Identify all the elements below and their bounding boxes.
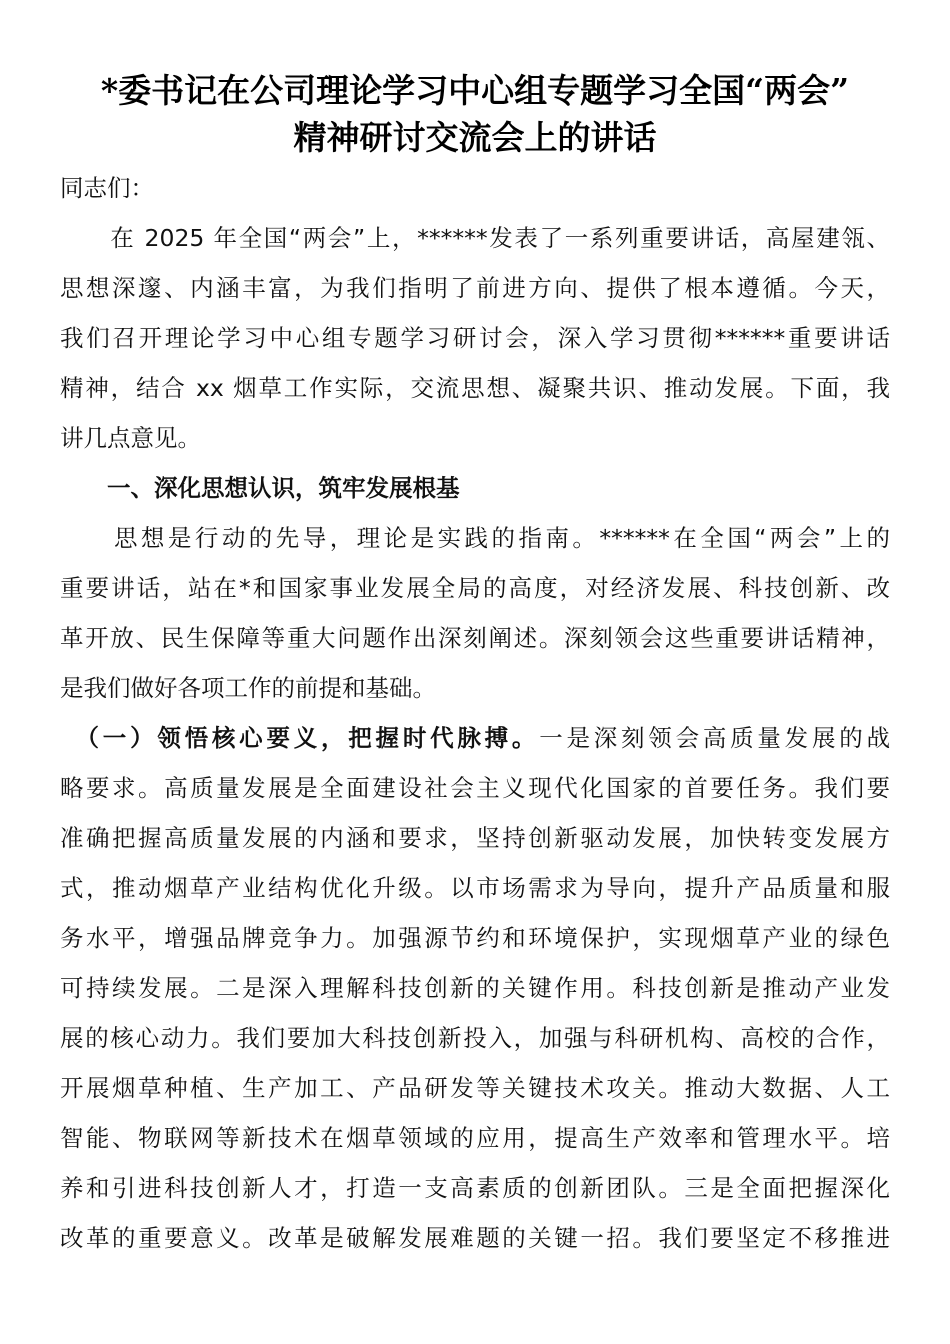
paragraph-line: 是我们做好各项工作的前提和基础。	[60, 674, 436, 702]
paragraph-line: 革开放、民生保障等重大问题作出深刻阐述。深刻领会这些重要讲话精神，	[60, 624, 890, 652]
paragraph-line: 养和引进科技创新人才，打造一支高素质的创新团队。三是全面把握深化	[60, 1174, 890, 1202]
paragraph-line: 展的核心动力。我们要加大科技创新投入，加强与科研机构、高校的合作，	[60, 1024, 890, 1052]
paragraph-line: 可持续发展。二是深入理解科技创新的关键作用。科技创新是推动产业发	[60, 974, 890, 1002]
section-heading: 一、深化思想认识，筑牢发展根基	[60, 474, 460, 502]
paragraph-line: 智能、物联网等新技术在烟草领域的应用，提高生产效率和管理水平。培	[60, 1124, 890, 1152]
subsection-heading: （一）领悟核心要义，把握时代脉搏。	[60, 724, 540, 752]
paragraph-line: 精神，结合 xx 烟草工作实际，交流思想、凝聚共识、推动发展。下面，我	[60, 374, 890, 402]
paragraph-line: 改革的重要意义。改革是破解发展难题的关键一招。我们要坚定不移推进	[60, 1224, 890, 1252]
subsection-paragraph-first-line	[60, 721, 890, 755]
paragraph-line: 在 2025 年全国“两会”上，******发表了一系列重要讲话，高屋建瓴、	[60, 224, 890, 252]
salutation: 同志们：	[60, 174, 154, 202]
paragraph-line: 我们召开理论学习中心组专题学习研讨会，深入学习贯彻******重要讲话	[60, 324, 890, 352]
paragraph-line: 思想深邃、内涵丰富，为我们指明了前进方向、提供了根本遵循。今天，	[60, 274, 890, 302]
document-title-line-1: *委书记在公司理论学习中心组专题学习全国“两会”	[100, 71, 850, 110]
paragraph-line: 重要讲话，站在*和国家事业发展全局的高度，对经济发展、科技创新、改	[60, 574, 890, 602]
paragraph-line: 思想是行动的先导，理论是实践的指南。******在全国“两会”上的	[60, 524, 890, 552]
paragraph-line: 准确把握高质量发展的内涵和要求，坚持创新驱动发展，加快转变发展方	[60, 824, 890, 852]
paragraph-line: 务水平，增强品牌竞争力。加强源节约和环境保护，实现烟草产业的绿色	[60, 924, 890, 952]
document-title-line-2: 精神研讨交流会上的讲话	[293, 118, 657, 157]
paragraph-line: 式，推动烟草产业结构优化升级。以市场需求为导向，提升产品质量和服	[60, 874, 890, 902]
paragraph-line: 开展烟草种植、生产加工、产品研发等关键技术攻关。推动大数据、人工	[60, 1074, 890, 1102]
paragraph-line: 略要求。高质量发展是全面建设社会主义现代化国家的首要任务。我们要	[60, 774, 890, 802]
paragraph-line: 讲几点意见。	[60, 424, 201, 452]
subsection-lead-text: 一是深刻领会高质量发展的战	[539, 724, 891, 752]
